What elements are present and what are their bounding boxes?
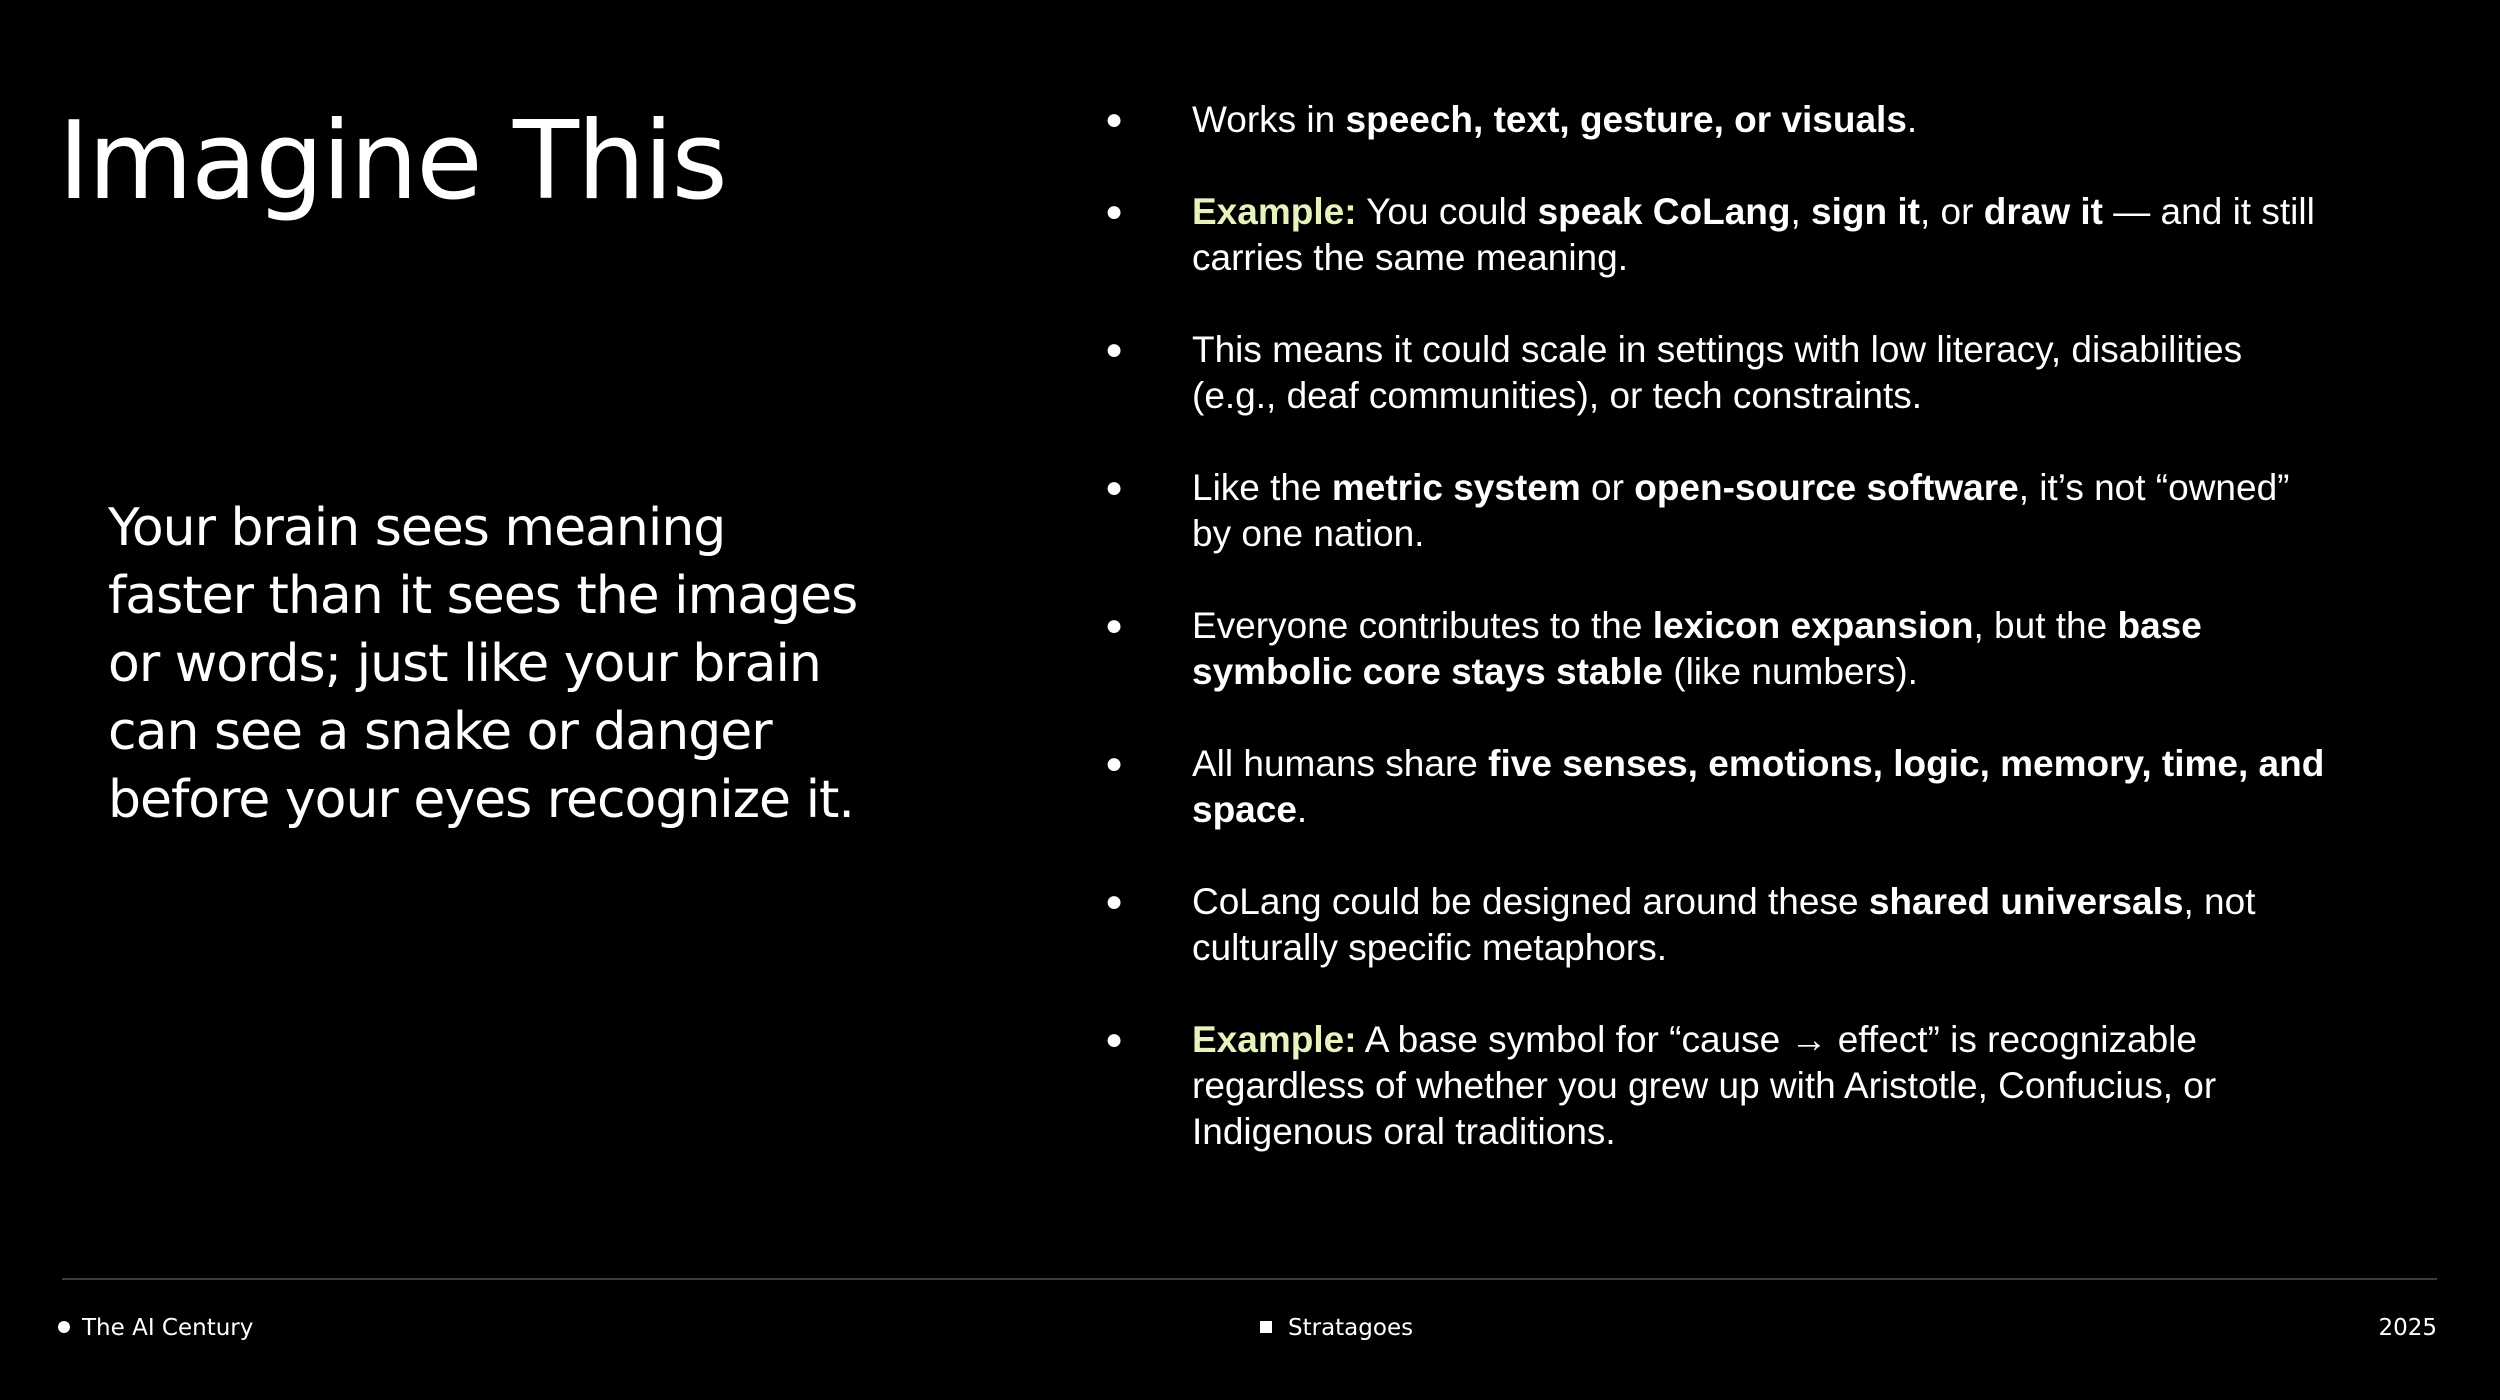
bullet-item [1105,1017,2335,1155]
bullet-text-run: (like numbers). [1662,651,1918,692]
bullet-text-run: open-source software [1634,467,2019,508]
bullet-text [1192,1019,2216,1152]
bullet-text [1192,743,2324,830]
slide-title: Imagine This [58,99,726,224]
bullet-text-run: This means it could scale in settings with low literacy, disabilities (e.g., deaf communities), or tech constraints. [1192,329,2243,416]
footer-left [58,1310,253,1346]
bullet-text-run: All humans share [1192,743,1489,784]
bullet-text-run: or [1580,467,1635,508]
bullet-text-run: . [1906,99,1918,140]
bullet-text [1192,467,2289,554]
bullet-text-run: sign it [1811,191,1920,232]
footer-center [1260,1310,1413,1346]
bullet-icon: ● [1105,747,1124,780]
bullet-item [1105,327,2335,419]
bullet-text [1192,329,2242,416]
bullet-text-run: . [1296,789,1308,830]
bullet-text [1192,99,1917,140]
bullet-text-run: speech, text, gesture, or visuals [1345,99,1907,140]
bullet-list [1105,97,2335,1201]
bullet-text [1192,191,2315,278]
bullet-text-run: , it’s not “owned” by one nation. [1192,467,2290,554]
dot-icon [58,1321,70,1333]
bullet-icon: ● [1105,885,1124,918]
footer-year: 2025 [2378,1315,2437,1341]
slide-subtitle: Your brain sees meaning faster than it sees the images or words; just like your brain can see a snake or danger before your eyes recognize it. [108,498,858,830]
bullet-text-run: , but the [1973,605,2118,646]
example-label: Example: [1192,1019,1357,1060]
footer-divider [62,1278,2437,1280]
bullet-item [1105,741,2335,833]
bullet-text-run: five senses, emotions, logic, memory, time, and space [1192,743,2325,830]
bullet-icon: ● [1105,609,1124,642]
bullet-text-run: , not culturally specific metaphors. [1192,881,2256,968]
bullet-icon: ● [1105,333,1124,366]
bullet-item [1105,879,2335,971]
bullet-text-run: , [1790,191,1812,232]
bullet-text-run: shared universals [1868,881,2184,922]
bullet-text-run: CoLang could be designed around these [1192,881,1869,922]
bullet-text-run: — and it still carries the same meaning. [1192,191,2315,278]
bullet-text-run: lexicon expansion [1652,605,1974,646]
bullet-text-run: draw it [1983,191,2103,232]
bullet-text-run: metric system [1331,467,1581,508]
bullet-text-run: , or [1920,191,1984,232]
bullet-item [1105,189,2335,281]
bullet-icon: ● [1105,471,1124,504]
bullet-icon: ● [1105,195,1124,228]
bullet-text-run: base symbolic core stays stable [1192,605,2202,692]
square-icon [1260,1321,1272,1333]
bullet-text-run: Everyone contributes to the [1192,605,1653,646]
bullet-item [1105,465,2335,557]
bullet-item [1105,97,2335,143]
bullet-icon: ● [1105,1023,1124,1056]
bullet-text-run: A base symbol for “cause → effect” is recognizable regardless of whether you grew up with Aristotle, Confucius, or Indigenous oral traditions. [1192,1019,2217,1152]
bullet-text [1192,881,2255,968]
bullet-text-run: speak CoLang [1537,191,1791,232]
footer-left-label: The AI Century [82,1315,254,1341]
bullet-item [1105,603,2335,695]
footer-center-label: Stratagoes [1288,1315,1414,1341]
bullet-text-run: Like the [1192,467,1332,508]
example-label: Example: [1192,191,1357,232]
bullet-text-run: Works in [1192,99,1346,140]
bullet-icon: ● [1105,103,1124,136]
bullet-text [1192,605,2202,692]
footer-right [2378,1310,2437,1346]
bullet-text-run: You could [1356,191,1538,232]
